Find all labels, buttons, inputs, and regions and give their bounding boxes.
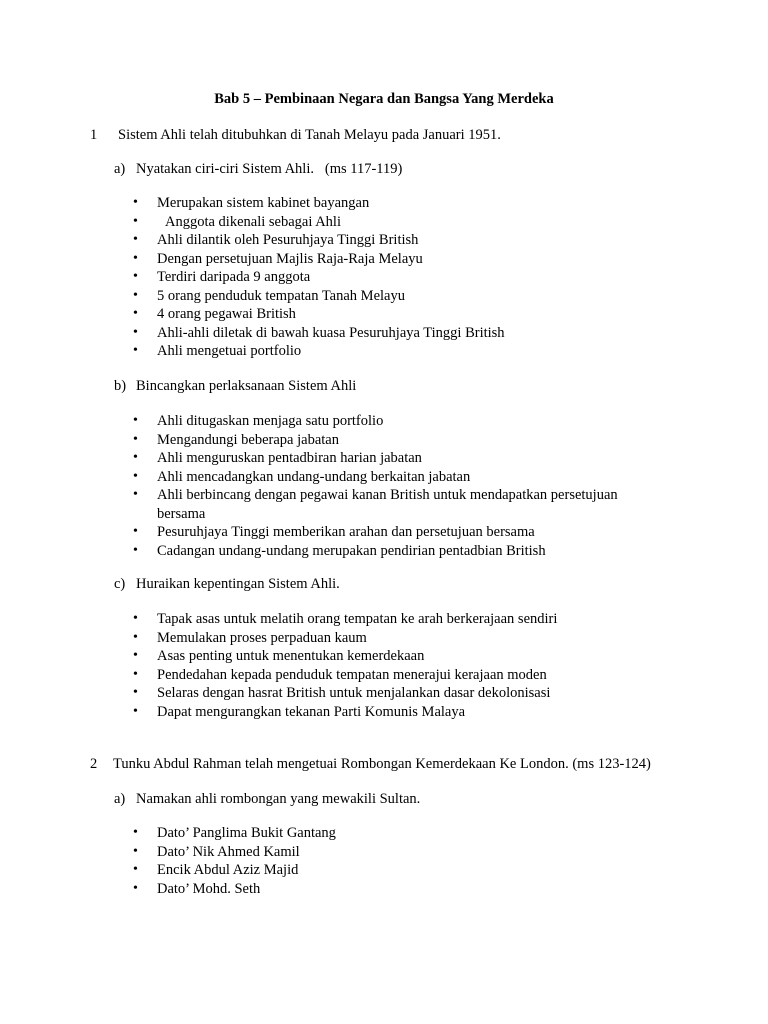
list-item-text: Dengan persetujuan Majlis Raja-Raja Melayu: [157, 250, 423, 267]
list-item: [157, 324, 677, 343]
list-item-text: Encik Abdul Aziz Majid: [157, 862, 299, 878]
page-title: Bab 5 – Pembinaan Negara dan Bangsa Yang Merdeka: [214, 91, 554, 107]
list-item: [157, 824, 677, 843]
sub-question-text: Huraikan kepentingan Sistem Ahli.: [136, 576, 340, 592]
list-item-text: Dato’ Nik Ahmed Kamil: [157, 843, 300, 860]
sub-question-text: Namakan ahli rombongan yang mewakili Sultan.: [136, 791, 421, 807]
sub-question-label: a): [114, 161, 126, 177]
list-item-text: Mengandungi beberapa jabatan: [157, 431, 339, 448]
list-item-text: Ahli berbincang dengan pegawai kanan British untuk mendapatkan persetujuan bersama: [157, 487, 618, 522]
bullet-list: [157, 610, 677, 721]
list-item: [157, 486, 647, 523]
list-item-text: Tapak asas untuk melatih orang tempatan ke arah berkerajaan sendiri: [157, 611, 558, 627]
list-item-text: 5 orang penduduk tempatan Tanah Melayu: [157, 287, 405, 304]
list-item-text: Terdiri daripada 9 anggota: [157, 269, 311, 285]
list-item: [157, 861, 677, 880]
list-item-text: Asas penting untuk menentukan kemerdekaan: [157, 648, 425, 664]
list-item: [157, 647, 677, 666]
list-item: [157, 268, 677, 287]
list-item: [157, 542, 677, 561]
sub-question-text: Bincangkan perlaksanaan Sistem Ahli: [136, 378, 357, 394]
list-item: [157, 666, 677, 685]
list-item-text: Ahli-ahli diletak di bawah kuasa Pesuruhjaya Tinggi British: [157, 324, 505, 341]
list-item-text: Merupakan sistem kabinet bayangan: [157, 195, 370, 211]
list-item-text: Selaras dengan hasrat British untuk menjalankan dasar dekolonisasi: [157, 685, 551, 701]
question-number: 2: [90, 756, 98, 772]
sub-question-label: c): [114, 576, 126, 592]
list-item: [157, 213, 677, 232]
bullet-list: [157, 824, 677, 898]
sub-question: [114, 575, 340, 593]
list-item-text: Pesuruhjaya Tinggi memberikan arahan dan persetujuan bersama: [157, 524, 535, 540]
question-number: 1: [90, 127, 98, 143]
list-item-text: Dato’ Mohd. Seth: [157, 880, 261, 897]
list-item: [157, 231, 677, 250]
list-item-text: Ahli dilantik oleh Pesuruhjaya Tinggi British: [157, 232, 419, 248]
list-item: [157, 194, 677, 213]
list-item: [157, 287, 677, 306]
question-text: Tunku Abdul Rahman telah mengetuai Rombongan Kemerdekaan Ke London. (ms 123-124): [113, 756, 651, 772]
list-item: [157, 305, 677, 324]
list-item: [157, 412, 677, 431]
list-item: [157, 468, 677, 487]
list-item: [157, 843, 677, 862]
list-item: [157, 523, 677, 542]
sub-question: [114, 790, 420, 808]
list-item-text: Anggota dikenali sebagai Ahli: [165, 213, 341, 230]
list-item: [157, 880, 677, 899]
list-item: [157, 629, 677, 648]
list-item-text: Ahli mencadangkan undang-undang berkaitan jabatan: [157, 468, 471, 485]
list-item: [157, 684, 677, 703]
list-item: [157, 449, 677, 468]
list-item: [157, 610, 677, 629]
list-item: [157, 703, 677, 722]
list-item-text: Ahli menguruskan pentadbiran harian jabatan: [157, 450, 422, 466]
bullet-list: [157, 194, 677, 361]
sub-question: [114, 160, 402, 178]
list-item-text: Cadangan undang-undang merupakan pendirian pentadbian British: [157, 542, 546, 559]
list-item-text: Dapat mengurangkan tekanan Parti Komunis Malaya: [157, 703, 466, 720]
sub-question-text: Nyatakan ciri-ciri Sistem Ahli. (ms 117-119): [136, 161, 403, 177]
list-item-text: Memulakan proses perpaduan kaum: [157, 629, 367, 646]
sub-question-label: b): [114, 378, 127, 394]
list-item-text: 4 orang pegawai British: [157, 306, 296, 322]
list-item-text: Ahli mengetuai portfolio: [157, 343, 302, 359]
sub-question: [114, 377, 356, 395]
sub-question-label: a): [114, 791, 126, 807]
bullet-list: [157, 412, 677, 560]
list-item-text: Dato’ Panglima Bukit Gantang: [157, 825, 336, 841]
question-text: Sistem Ahli telah ditubuhkan di Tanah Melayu pada Januari 1951.: [118, 127, 501, 143]
list-item: [157, 431, 677, 450]
list-item: [157, 250, 677, 269]
list-item-text: Pendedahan kepada penduduk tempatan menerajui kerajaan moden: [157, 666, 547, 683]
list-item: [157, 342, 677, 361]
list-item-text: Ahli ditugaskan menjaga satu portfolio: [157, 413, 384, 429]
